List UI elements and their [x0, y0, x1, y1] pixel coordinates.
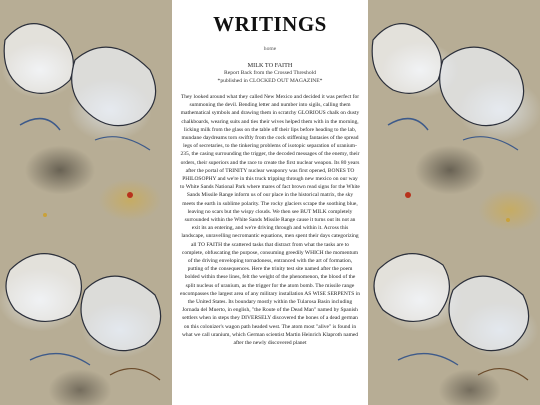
- published-note: *published in CLOCKED OUT MAGAZINE*: [217, 78, 323, 84]
- background-painting-right: [368, 0, 540, 405]
- post-title: MILK TO FAITH: [247, 62, 293, 69]
- home-link[interactable]: home: [263, 46, 277, 52]
- site-title: WRITINGS: [213, 12, 327, 36]
- background-painting-left: [0, 0, 172, 405]
- post-body: They looked around what they called New Mexico and decided it was perfect for summoning the devil. Bending letter and number into sigils, calling them mathematical symbols and drawing them in scratchy GLORIOUS chalk on dusty chalkboards, wearing suits and ties their wives helped them with in the morning, licking milk from the glass on the table off their lips before heading to the lab, mundane daydreams torn swiftly from the cock stiffening fantasies of the spread legs of secretaries, to the tinkering problems of isotopic separation of uranium-235, the casing surrounding the trigger, the decoded messages of the enemy, their orders, their superiors and the race to create the first nuclear weapon. Its 80 years after the portal of TRINITY nuclear weaponry was first opened, BONES TO PHILOSOPHY and we're in this truck tripping through new mexico on our way to White Sands National Park where mares of fact brown read signs for the White Sands Missile Range inform us of our place in the historical matrix, the sky meets the earth in sublime polarity. The rocky glaciers scrape the soothing blue, leaving no scars but the wispy clouds. We then see BUT MILK completely surrounded within the White Sands Missile Range cause it turns out its not an exit its an entering, and we're driving through and within it. Across this landscape, unravelling necromantic equations, men spent their days categorizing all TO FAITH the scattered tasks that distract from what the tasks are to complete, obfuscating the purpose, consuming greedily WHICH the momentum of the driving enveloping tornadoness, entranced with the art of formation, putting of the consequences. Here the trinity test site named after the poem bolded within these lines, felt the weight of the phenomenon, the blood of the split nucleus of uranium, as the trigger for the atom bomb. The missile range encompasses the largest area of any military installation AS WISE SERPENTS in the United States. Its boundary mostly within the Tularosa Basin including Jornada del Muerto, in english, "the Route of the Dead Man" named by Spanish settlers when in steps they DIVERSELY discovered the bones of a dead german on this colonizer's wagon path headed west. The atom most "alive" is found in what we call uranium, which German scientist Martin Heinrich Klaproth named after the newly discovered planet: [180, 94, 360, 347]
- content-panel: [172, 0, 368, 405]
- post-subtitle: Report Back from the Crossed Threshold: [223, 70, 317, 76]
